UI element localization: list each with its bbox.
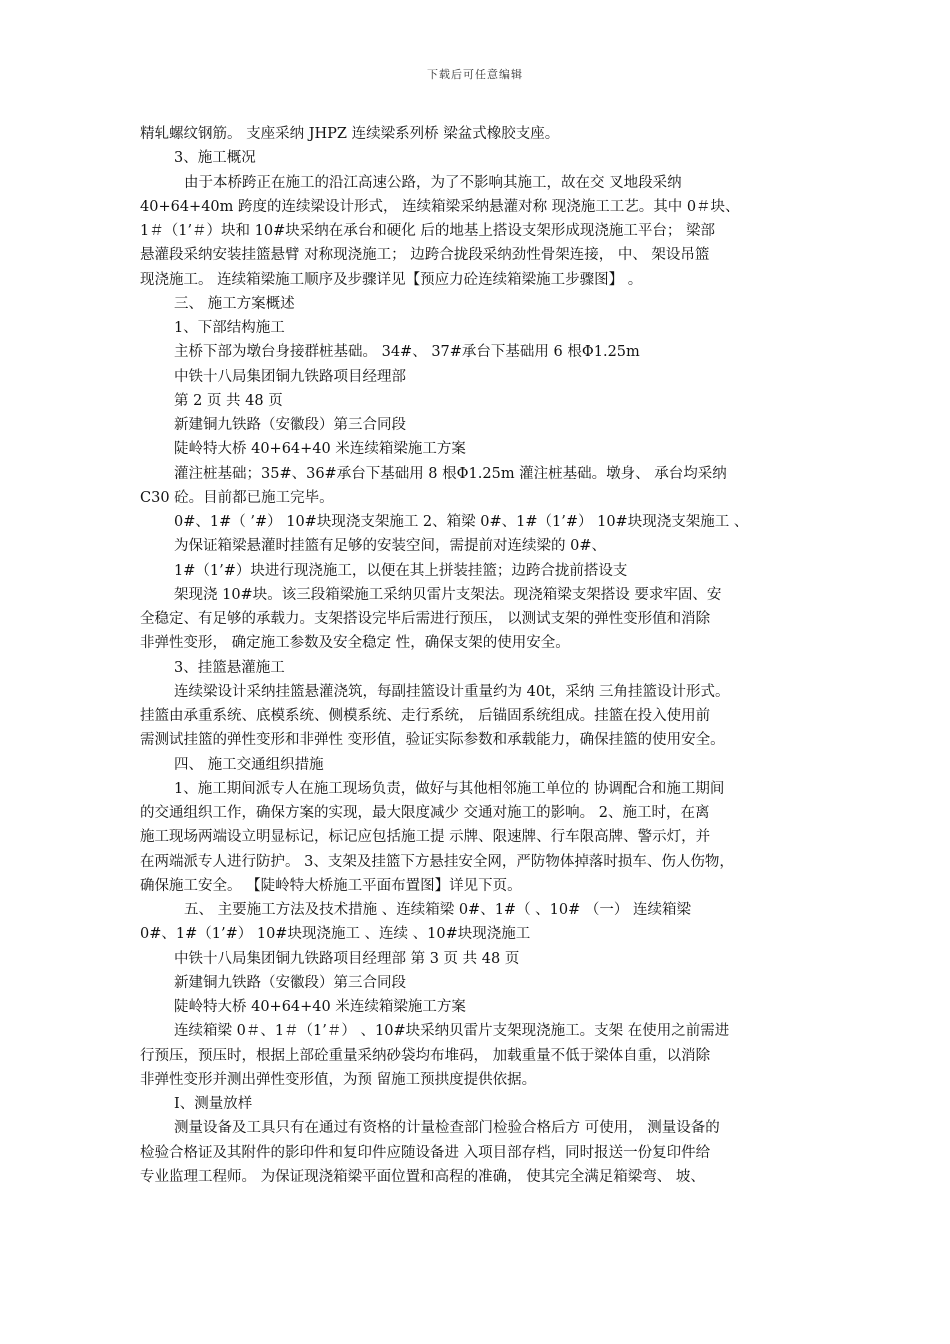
text-line: 连续梁设计采纳挂篮悬灌浇筑，每副挂篮设计重量约为 40t，采纳 三角挂篮设计形式。 [174, 683, 730, 700]
text-line: 精轧螺纹钢筋。 支座采纳 JHPZ 连续梁系列桥 梁盆式橡胶支座。 [140, 126, 560, 142]
text-line: 测量设备及工具只有在通过有资格的计量检查部门检验合格后方 可使用， 测量设备的 [174, 1120, 720, 1137]
text-line: 新建铜九铁路（安徽段）第三合同段 [174, 974, 406, 991]
text-line: 由于本桥跨正在施工的沿江高速公路，为了不影响其施工，故在交 叉地段采纳 [184, 174, 682, 191]
text-line: 新建铜九铁路（安徽段）第三合同段 [174, 417, 406, 433]
text-line: C30 砼。目前都已施工完毕。 [140, 489, 334, 506]
document-body [140, 122, 820, 1189]
text-line: Ⅰ、测量放样 [174, 1096, 253, 1112]
text-line: 的交通组织工作，确保方案的实现，最大限度减少 交通对施工的影响。 2、施工时，在离 [140, 805, 710, 821]
text-line: 40+64+40m 跨度的连续梁设计形式， 连续箱梁采纳悬灌对称 现浇施工工艺。其中 0＃块、 [140, 198, 740, 215]
text-line: 非弹性变形并测出弹性变形值，为预 留施工预拱度提供依据。 [140, 1071, 537, 1088]
text-line: 施工现场两端设立明显标记，标记应包括施工提 示牌、限速牌、行车限高牌、警示灯，并 [140, 829, 711, 846]
text-line: 灌注桩基础；35#、36#承台下基础用 8 根Φ1.25m 灌注桩基础。墩身、 承台均采纳 [174, 465, 727, 482]
text-line: 行预压，预压时，根据上部砼重量采纳砂袋均布堆码， 加载重量不低于梁体自重，以消除 [140, 1047, 711, 1064]
text-line: 三、 施工方案概述 [174, 295, 295, 312]
text-line: 挂篮由承重系统、底模系统、侧模系统、走行系统， 后锚固系统组成。挂篮在投入使用前 [140, 708, 711, 724]
text-line: 1、施工期间派专人在施工现场负责，做好与其他相邻施工单位的 协调配合和施工期间 [174, 780, 725, 797]
text-line: 主桥下部为墩台身接群桩基础。 34#、 37#承台下基础用 6 根Φ1.25m [174, 344, 640, 361]
text-line: 中铁十八局集团铜九铁路项目经理部 [174, 368, 406, 385]
text-line: 确保施工安全。 【陡岭特大桥施工平面布置图】详见下页。 [140, 877, 522, 894]
text-line: 架现浇 10#块。该三段箱梁施工采纳贝雷片支架法。现浇箱梁支架搭设 要求牢固、安 [174, 586, 722, 603]
text-line: 3、施工概况 [174, 150, 256, 167]
text-line: 第 2 页 共 48 页 [174, 392, 283, 409]
text-line: 四、 施工交通组织措施 [174, 756, 324, 773]
text-line: 在两端派专人进行防护。 3、支架及挂篮下方悬挂安全网，严防物体掉落时损车、伤人伤物， [140, 853, 734, 870]
text-line: 五、 主要施工方法及技术措施 、连续箱梁 0#、1#（ 、10# （一） 连续箱梁 [184, 902, 692, 918]
text-line: 检验合格证及其附件的影印件和复印件应随设备进 入项目部存档，同时报送一份复印件给 [140, 1144, 711, 1161]
text-line: 中铁十八局集团铜九铁路项目经理部 第 3 页 共 48 页 [174, 950, 520, 967]
text-line: 连续箱梁 0＃、1＃（1’＃） 、10#块采纳贝雷片支架现浇施工。支架 在使用之前需进 [174, 1023, 730, 1040]
text-line: 专业监理工程师。 为保证现浇箱梁平面位置和高程的准确， 使其完全满足箱梁弯、 坡、 [140, 1168, 705, 1185]
text-line: 需测试挂篮的弹性变形和非弹性 变形值，验证实际参数和承载能力，确保挂篮的使用安全。 [140, 732, 725, 749]
text-line: 1＃（1’＃）块和 10#块采纳在承台和硬化 后的地基上搭设支架形成现浇施工平台； 梁部 [140, 223, 715, 239]
text-line: 非弹性变形， 确定施工参数及安全稳定 性，确保支架的使用安全。 [140, 635, 570, 652]
text-line: 陡岭特大桥 40+64+40 米连续箱梁施工方案 [174, 999, 466, 1015]
page-header: 下载后可任意编辑 [427, 68, 523, 81]
text-line: 3、挂篮悬灌施工 [174, 659, 285, 676]
text-line: 为保证箱梁悬灌时挂篮有足够的安装空间，需提前对连续梁的 0#、 [174, 538, 606, 555]
text-line: 1#（1’#）块进行现浇施工，以便在其上拼装挂篮；边跨合拢前搭设支 [174, 562, 628, 579]
text-line: 1、下部结构施工 [174, 320, 285, 336]
text-line: 0#、1#（ ’#） 10#块现浇支架施工 2、箱梁 0#、1#（1’#） 10#块现浇支架施工 、 [174, 514, 749, 530]
text-line: 悬灌段采纳安装挂篮悬臂 对称现浇施工； 边跨合拢段采纳劲性骨架连接， 中、 架设吊篮 [140, 247, 710, 264]
text-line: 现浇施工。 连续箱梁施工顺序及步骤详见【预应力砼连续箱梁施工步骤图】 。 [140, 271, 643, 288]
text-line: 全稳定、有足够的承载力。支架搭设完毕后需进行预压， 以测试支架的弹性变形值和消除 [140, 611, 711, 627]
text-line: 0#、1#（1’#） 10#块现浇施工 、连续 、10#块现浇施工 [140, 926, 531, 943]
text-line: 陡岭特大桥 40+64+40 米连续箱梁施工方案 [174, 441, 466, 458]
